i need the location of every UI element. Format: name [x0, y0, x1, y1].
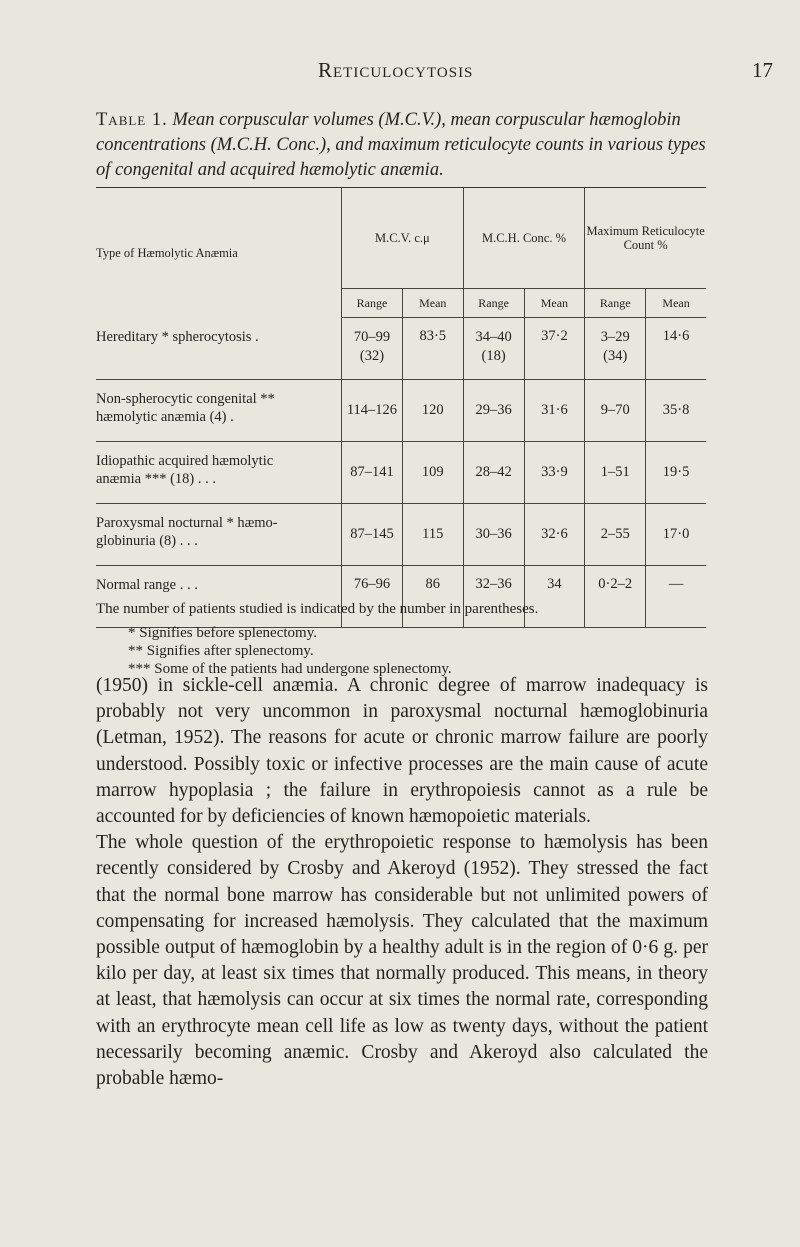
row-type: Hereditary * spherocytosis .	[96, 318, 342, 380]
footnote: ** Signifies after splenectomy.	[128, 643, 314, 659]
table-row	[96, 318, 706, 380]
mch-range-cell: 32–36	[463, 566, 524, 628]
ret-patient-count: (34)	[603, 348, 628, 364]
mcv-mean-header: Mean	[402, 289, 463, 318]
paragraph: The whole question of the erythropoietic response to hæmolysis has been recently considered by Crosby and Akeroyd (1952). They stressed the fact that the normal bone marrow has considerable but not unlimited powers of compensating for increased hæmolysis. They calculated that the maximum possible output of hæmoglobin by a healthy adult is in the region of 0·6 g. per kilo per day, at least six times that normally produced. This means, in theory at least, that hæmolysis can occur at six times the normal rate, corresponding with an erythrocyte mean cell life as low as twenty days, without the patient necessarily becoming anæmic. Crosby and Akeroyd also calculated the probable hæmo-	[96, 832, 708, 1090]
ret-mean-header: Mean	[646, 289, 706, 318]
mch-range-header: Range	[463, 289, 524, 318]
ret-mean-cell: 14·6	[646, 318, 706, 380]
mcv-mean-cell: 109	[402, 442, 463, 504]
page-number: 17	[752, 58, 773, 82]
mch-mean-header: Mean	[524, 289, 585, 318]
mcv-range-value: 70–99	[353, 329, 391, 345]
ret-range-cell: 1–51	[585, 442, 646, 504]
mcv-header: M.C.V. c.μ	[342, 188, 464, 289]
reticulocyte-header: Maximum Reticulocyte Count %	[585, 188, 706, 289]
ret-range-cell	[585, 318, 646, 380]
row-type: Normal range . . .	[96, 566, 342, 628]
table-note-lead: The number of patients studied is indicated by the number in parentheses.	[96, 601, 539, 617]
row-type-line: globinuria (8) . . .	[96, 533, 198, 549]
mch-mean-cell: 33·9	[524, 442, 585, 504]
table-row	[96, 380, 706, 442]
running-head: Reticulocytosis	[318, 58, 474, 82]
mch-mean-cell: 32·6	[524, 504, 585, 566]
mch-mean-cell: 34	[524, 566, 585, 628]
footnote: * Signifies before splenectomy.	[128, 625, 317, 641]
row-type	[96, 504, 342, 566]
mch-header: M.C.H. Conc. %	[463, 188, 585, 289]
mcv-range-cell: 87–141	[342, 442, 403, 504]
paragraph: (1950) in sickle-cell anæmia. A chronic degree of marrow inadequacy is probably not very uncommon in paroxysmal nocturnal hæmoglobinuria (Letman, 1952). The reasons for acute or chronic marrow failure are poorly understood. Possibly toxic or infective processes are the main cause of acute marrow hypoplasia ; the failure in erythropoiesis cannot as a rule be accounted for by deficiencies of known hæmopoietic materials.	[96, 675, 708, 828]
mcv-range-cell: 76–96	[342, 566, 403, 628]
ret-range-header: Range	[585, 289, 646, 318]
mch-range-cell: 29–36	[463, 380, 524, 442]
ret-mean-cell: 35·8	[646, 380, 706, 442]
mcv-mean-cell: 86	[402, 566, 463, 628]
row-type	[96, 380, 342, 442]
mcv-range-cell	[342, 318, 403, 380]
row-type-line: Paroxysmal nocturnal * hæmo-	[96, 515, 278, 531]
table-row	[96, 442, 706, 504]
ret-range-cell: 0·2–2	[585, 566, 646, 628]
row-type-line: Non-spherocytic congenital **	[96, 391, 275, 407]
mch-patient-count: (18)	[481, 348, 506, 364]
ret-range-value: 3–29	[600, 329, 630, 345]
mch-mean-cell: 37·2	[524, 318, 585, 380]
mcv-range-cell: 114–126	[342, 380, 403, 442]
table-label: Table 1.	[96, 110, 168, 130]
mch-range-cell: 30–36	[463, 504, 524, 566]
row-type-line: hæmolytic anæmia (4) .	[96, 409, 234, 425]
footnote: *** Some of the patients had undergone splenectomy.	[128, 661, 452, 677]
table-notes	[96, 600, 736, 678]
type-column-header: Type of Hæmolytic Anæmia	[96, 188, 342, 318]
ret-mean-cell: 17·0	[646, 504, 706, 566]
ret-mean-cell: 19·5	[646, 442, 706, 504]
mcv-range-cell: 87–145	[342, 504, 403, 566]
mcv-mean-cell: 115	[402, 504, 463, 566]
mch-range-cell	[463, 318, 524, 380]
ret-range-cell: 2–55	[585, 504, 646, 566]
row-type	[96, 442, 342, 504]
table-row	[96, 504, 706, 566]
haemolytic-anaemia-table	[96, 187, 706, 628]
mch-range-cell: 28–42	[463, 442, 524, 504]
mcv-mean-cell: 83·5	[402, 318, 463, 380]
table-caption	[96, 108, 716, 183]
mcv-mean-cell: 120	[402, 380, 463, 442]
body-text	[96, 673, 708, 1092]
mch-range-value: 34–40	[475, 329, 512, 345]
table-caption-text: Mean corpuscular volumes (M.C.V.), mean corpuscular hæmoglobin concentrations (M.C.H. Conc.), and maximum reticulocyte counts in various types of congenital and acquired hæmolytic anæmia.	[96, 110, 706, 180]
row-type-line: Idiopathic acquired hæmolytic	[96, 453, 274, 469]
row-type-line: anæmia *** (18) . . .	[96, 471, 217, 487]
ret-range-cell: 9–70	[585, 380, 646, 442]
mcv-range-header: Range	[342, 289, 403, 318]
mch-mean-cell: 31·6	[524, 380, 585, 442]
ret-mean-cell: —	[646, 566, 706, 628]
mcv-patient-count: (32)	[359, 348, 385, 364]
